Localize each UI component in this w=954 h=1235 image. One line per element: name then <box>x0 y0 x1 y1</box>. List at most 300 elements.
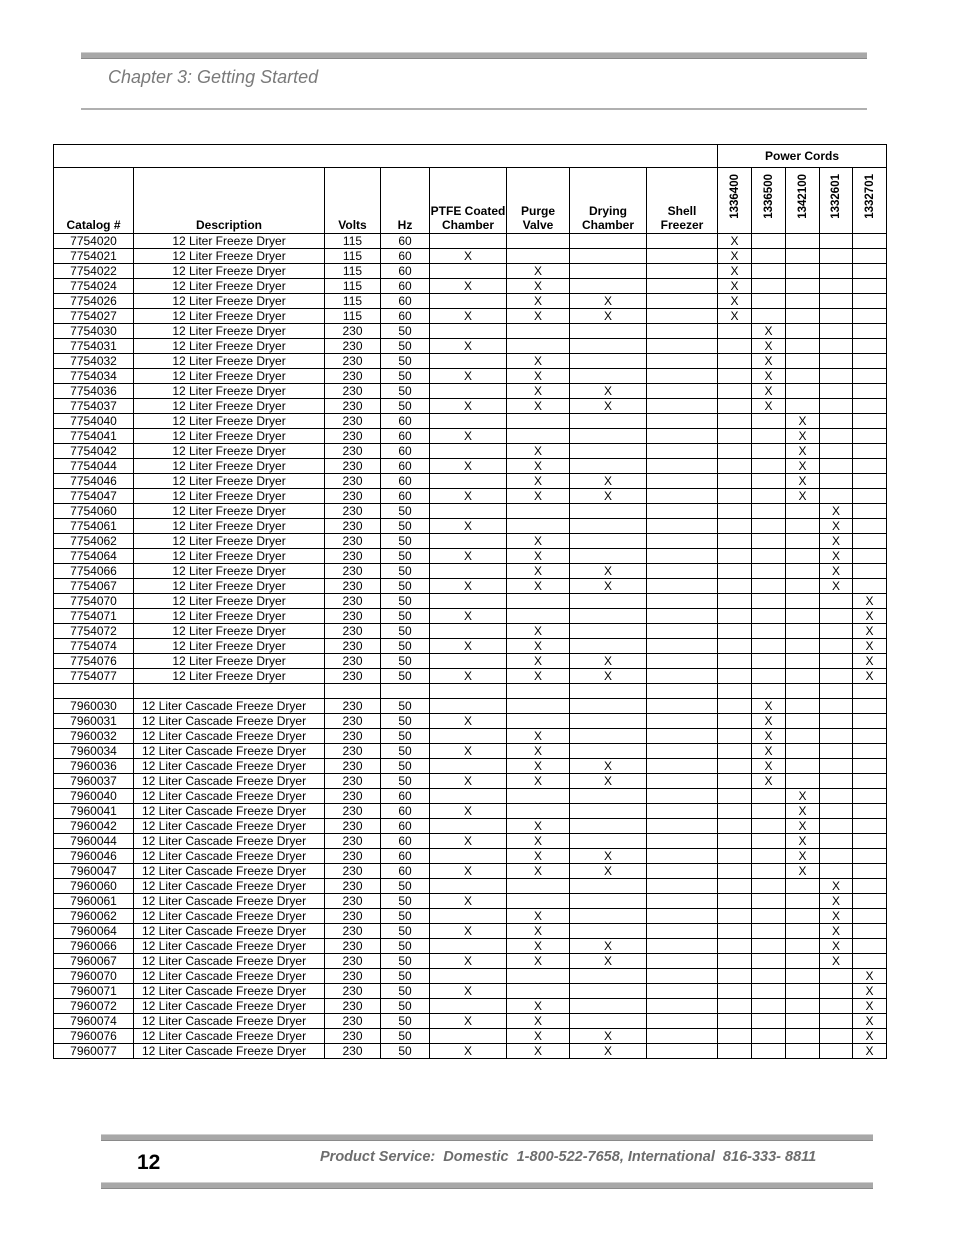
cell-hz: 50 <box>381 1014 430 1029</box>
cell-volts: 230 <box>325 624 381 639</box>
cell-hz: 50 <box>381 654 430 669</box>
cell-cord-1332601: X <box>820 939 853 954</box>
cell-cord-1332701 <box>853 789 887 804</box>
cell-ptfe-coated-chamber: X <box>430 399 507 414</box>
cell-cord-1342100 <box>786 624 820 639</box>
cell-cord-1336400 <box>718 1014 752 1029</box>
cell-cord-1332701 <box>853 774 887 789</box>
cell-cord-1342100 <box>786 399 820 414</box>
cell-cord-1332601 <box>820 744 853 759</box>
cell-cord-1342100 <box>786 309 820 324</box>
cell-description: 12 Liter Freeze Dryer <box>134 309 325 324</box>
cell-hz: 60 <box>381 789 430 804</box>
cell-catalog: 7754072 <box>54 624 134 639</box>
cell-hz: 50 <box>381 384 430 399</box>
cell-volts: 230 <box>325 984 381 999</box>
cell-cord-1332701: X <box>853 984 887 999</box>
cell-description: 12 Liter Freeze Dryer <box>134 504 325 519</box>
cell-cord-1336500 <box>752 939 786 954</box>
cell-catalog: 7754071 <box>54 609 134 624</box>
cell-cord-1336400 <box>718 549 752 564</box>
cell-cord-1336400 <box>718 384 752 399</box>
cell-cord-1332601: X <box>820 504 853 519</box>
cell-shell-freezer <box>647 699 718 714</box>
cell-ptfe-coated-chamber: X <box>430 519 507 534</box>
cell-catalog: 7960030 <box>54 699 134 714</box>
cell-cord-1336500: X <box>752 699 786 714</box>
cell-drying-chamber <box>570 834 647 849</box>
cell-cord-1336400 <box>718 849 752 864</box>
cell-volts: 230 <box>325 759 381 774</box>
cell-ptfe-coated-chamber <box>430 474 507 489</box>
table-row <box>54 1044 887 1059</box>
cell-cord-1342100 <box>786 354 820 369</box>
cell-ptfe-coated-chamber: X <box>430 774 507 789</box>
cell-cord-1332701 <box>853 954 887 969</box>
table-row <box>54 669 887 684</box>
footer-rule-top <box>101 1134 873 1141</box>
cell-cord-1336400 <box>718 624 752 639</box>
cell-drying-chamber <box>570 714 647 729</box>
cell-volts: 230 <box>325 969 381 984</box>
cell-cord-1336500 <box>752 999 786 1014</box>
cell-ptfe-coated-chamber <box>430 654 507 669</box>
cell-cord-1332701 <box>853 504 887 519</box>
cell-cord-1332601 <box>820 489 853 504</box>
cell-hz: 50 <box>381 549 430 564</box>
cell-drying-chamber: X <box>570 384 647 399</box>
cell-cord-1342100 <box>786 714 820 729</box>
cell-drying-chamber <box>570 639 647 654</box>
cell-shell-freezer <box>647 804 718 819</box>
cell-drying-chamber <box>570 924 647 939</box>
cell-description: 12 Liter Freeze Dryer <box>134 234 325 249</box>
cell-hz: 60 <box>381 294 430 309</box>
cell-catalog: 7960037 <box>54 774 134 789</box>
table-row <box>54 234 887 249</box>
cell-shell-freezer <box>647 639 718 654</box>
cell-cord-1332601: X <box>820 879 853 894</box>
cell-cord-1332701: X <box>853 609 887 624</box>
cell-description: 12 Liter Freeze Dryer <box>134 339 325 354</box>
cell-purge-valve <box>507 879 570 894</box>
cell-purge-valve: X <box>507 729 570 744</box>
cell-cord-1332701: X <box>853 1044 887 1059</box>
cell-volts: 230 <box>325 384 381 399</box>
cell-hz: 50 <box>381 609 430 624</box>
cell-cord-1332601 <box>820 399 853 414</box>
cell-description: 12 Liter Cascade Freeze Dryer <box>134 954 325 969</box>
cell-volts: 230 <box>325 609 381 624</box>
table-row <box>54 399 887 414</box>
cell-volts: 230 <box>325 774 381 789</box>
cell-hz: 50 <box>381 699 430 714</box>
cell-cord-1332701 <box>853 759 887 774</box>
cell-cord-1342100: X <box>786 444 820 459</box>
cell-description <box>134 684 325 699</box>
cell-shell-freezer <box>647 1014 718 1029</box>
cell-cord-1332701 <box>853 459 887 474</box>
cell-cord-1332701 <box>853 399 887 414</box>
cell-shell-freezer <box>647 579 718 594</box>
cell-shell-freezer <box>647 684 718 699</box>
cell-hz: 50 <box>381 669 430 684</box>
cell-catalog: 7754066 <box>54 564 134 579</box>
cell-cord-1342100: X <box>786 459 820 474</box>
cell-drying-chamber <box>570 969 647 984</box>
cell-cord-1336500 <box>752 1029 786 1044</box>
cell-cord-1336400 <box>718 1044 752 1059</box>
table-row <box>54 489 887 504</box>
cell-description: 12 Liter Freeze Dryer <box>134 474 325 489</box>
cell-catalog: 7960031 <box>54 714 134 729</box>
cell-drying-chamber: X <box>570 399 647 414</box>
cell-purge-valve: X <box>507 279 570 294</box>
cell-catalog: 7960040 <box>54 789 134 804</box>
cell-volts: 230 <box>325 894 381 909</box>
cell-cord-1336400 <box>718 774 752 789</box>
cell-catalog <box>54 684 134 699</box>
cell-cord-1342100 <box>786 264 820 279</box>
cell-cord-1336500 <box>752 609 786 624</box>
cell-volts: 230 <box>325 534 381 549</box>
cell-hz: 50 <box>381 594 430 609</box>
cell-ptfe-coated-chamber: X <box>430 549 507 564</box>
cell-description: 12 Liter Cascade Freeze Dryer <box>134 924 325 939</box>
cell-catalog: 7754067 <box>54 579 134 594</box>
cell-catalog: 7960032 <box>54 729 134 744</box>
cell-hz: 50 <box>381 984 430 999</box>
cell-shell-freezer <box>647 414 718 429</box>
cell-cord-1336400: X <box>718 294 752 309</box>
cell-cord-1336500 <box>752 1044 786 1059</box>
cell-volts: 230 <box>325 1014 381 1029</box>
cell-cord-1332701 <box>853 699 887 714</box>
cell-ptfe-coated-chamber <box>430 969 507 984</box>
cell-description: 12 Liter Freeze Dryer <box>134 399 325 414</box>
cell-hz: 50 <box>381 1029 430 1044</box>
cell-cord-1332601 <box>820 294 853 309</box>
cell-drying-chamber <box>570 234 647 249</box>
cell-drying-chamber: X <box>570 1029 647 1044</box>
cell-cord-1342100 <box>786 759 820 774</box>
cell-catalog: 7754021 <box>54 249 134 264</box>
cell-volts: 230 <box>325 564 381 579</box>
cell-volts: 230 <box>325 789 381 804</box>
cell-shell-freezer <box>647 444 718 459</box>
cell-volts: 115 <box>325 264 381 279</box>
cell-description: 12 Liter Freeze Dryer <box>134 249 325 264</box>
cell-cord-1332601 <box>820 474 853 489</box>
cell-shell-freezer <box>647 504 718 519</box>
cell-cord-1336400 <box>718 864 752 879</box>
cell-cord-1336400 <box>718 459 752 474</box>
cell-ptfe-coated-chamber <box>430 1029 507 1044</box>
cell-purge-valve: X <box>507 474 570 489</box>
cell-ptfe-coated-chamber: X <box>430 669 507 684</box>
cell-purge-valve <box>507 504 570 519</box>
cell-volts: 230 <box>325 459 381 474</box>
cell-cord-1336400: X <box>718 234 752 249</box>
table-row <box>54 894 887 909</box>
cell-description: 12 Liter Cascade Freeze Dryer <box>134 804 325 819</box>
cell-ptfe-coated-chamber: X <box>430 924 507 939</box>
cell-drying-chamber <box>570 684 647 699</box>
cell-catalog: 7960060 <box>54 879 134 894</box>
cell-hz: 50 <box>381 729 430 744</box>
cell-shell-freezer <box>647 609 718 624</box>
cell-catalog: 7754044 <box>54 459 134 474</box>
cell-drying-chamber: X <box>570 774 647 789</box>
cell-catalog: 7960034 <box>54 744 134 759</box>
table-blank-header <box>54 145 718 168</box>
cell-ptfe-coated-chamber <box>430 879 507 894</box>
cell-purge-valve: X <box>507 744 570 759</box>
cell-cord-1336400 <box>718 699 752 714</box>
footer-rule-bottom <box>101 1182 873 1189</box>
table-row <box>54 564 887 579</box>
cell-catalog: 7754061 <box>54 519 134 534</box>
cell-drying-chamber <box>570 429 647 444</box>
cell-description: 12 Liter Cascade Freeze Dryer <box>134 729 325 744</box>
table-row <box>54 909 887 924</box>
table-row <box>54 939 887 954</box>
cell-ptfe-coated-chamber <box>430 234 507 249</box>
cell-shell-freezer <box>647 399 718 414</box>
cell-cord-1336400 <box>718 579 752 594</box>
cell-cord-1332701 <box>853 549 887 564</box>
cell-drying-chamber <box>570 894 647 909</box>
cell-volts: 230 <box>325 594 381 609</box>
cell-purge-valve: X <box>507 654 570 669</box>
column-header-label: 1332601 <box>830 174 842 219</box>
cell-drying-chamber <box>570 249 647 264</box>
cell-cord-1332601: X <box>820 894 853 909</box>
cell-cord-1332601 <box>820 1014 853 1029</box>
table-row <box>54 819 887 834</box>
cell-description: 12 Liter Freeze Dryer <box>134 549 325 564</box>
cell-cord-1336500 <box>752 249 786 264</box>
cell-shell-freezer <box>647 519 718 534</box>
cell-description: 12 Liter Cascade Freeze Dryer <box>134 834 325 849</box>
cell-cord-1342100 <box>786 894 820 909</box>
cell-cord-1342100 <box>786 1014 820 1029</box>
cell-cord-1342100 <box>786 519 820 534</box>
cell-cord-1336400: X <box>718 249 752 264</box>
cell-cord-1336500: X <box>752 759 786 774</box>
cell-cord-1332601 <box>820 864 853 879</box>
cell-cord-1336500 <box>752 669 786 684</box>
cell-ptfe-coated-chamber <box>430 684 507 699</box>
cell-cord-1336400 <box>718 789 752 804</box>
cell-shell-freezer <box>647 969 718 984</box>
cell-hz: 60 <box>381 819 430 834</box>
cell-cord-1342100: X <box>786 834 820 849</box>
cell-cord-1336500 <box>752 429 786 444</box>
cell-description: 12 Liter Freeze Dryer <box>134 324 325 339</box>
cell-cord-1336500 <box>752 1014 786 1029</box>
cell-cord-1336400 <box>718 744 752 759</box>
cell-ptfe-coated-chamber: X <box>430 339 507 354</box>
cell-catalog: 7960061 <box>54 894 134 909</box>
cell-cord-1332601 <box>820 444 853 459</box>
cell-cord-1332601 <box>820 279 853 294</box>
cell-catalog: 7754032 <box>54 354 134 369</box>
cell-cord-1332701 <box>853 894 887 909</box>
cell-volts: 230 <box>325 504 381 519</box>
cell-cord-1336400 <box>718 324 752 339</box>
cell-description: 12 Liter Freeze Dryer <box>134 654 325 669</box>
cell-cord-1332601 <box>820 834 853 849</box>
cell-shell-freezer <box>647 924 718 939</box>
cell-cord-1342100 <box>786 984 820 999</box>
cell-volts: 230 <box>325 729 381 744</box>
cell-ptfe-coated-chamber: X <box>430 984 507 999</box>
cell-volts: 230 <box>325 849 381 864</box>
cell-drying-chamber <box>570 549 647 564</box>
cell-ptfe-coated-chamber: X <box>430 579 507 594</box>
cell-volts: 230 <box>325 804 381 819</box>
cell-cord-1332701 <box>853 879 887 894</box>
cell-cord-1336400 <box>718 534 752 549</box>
cell-hz: 50 <box>381 909 430 924</box>
cell-cord-1336400 <box>718 729 752 744</box>
cell-cord-1342100: X <box>786 804 820 819</box>
cell-catalog: 7754020 <box>54 234 134 249</box>
cell-ptfe-coated-chamber: X <box>430 1044 507 1059</box>
cell-hz: 50 <box>381 714 430 729</box>
table-row <box>54 954 887 969</box>
cell-cord-1336400 <box>718 879 752 894</box>
cell-purge-valve: X <box>507 1044 570 1059</box>
cell-volts: 115 <box>325 234 381 249</box>
cell-cord-1332601: X <box>820 564 853 579</box>
cell-hz: 50 <box>381 564 430 579</box>
cell-description: 12 Liter Cascade Freeze Dryer <box>134 939 325 954</box>
cell-shell-freezer <box>647 324 718 339</box>
cell-catalog: 7754077 <box>54 669 134 684</box>
cell-drying-chamber: X <box>570 294 647 309</box>
cell-drying-chamber <box>570 729 647 744</box>
cell-hz: 50 <box>381 969 430 984</box>
cell-cord-1342100 <box>786 384 820 399</box>
cell-drying-chamber: X <box>570 759 647 774</box>
cell-cord-1332601 <box>820 369 853 384</box>
cell-cord-1336400 <box>718 819 752 834</box>
column-header-cord-1336500 <box>752 168 786 234</box>
cell-drying-chamber: X <box>570 849 647 864</box>
cell-cord-1332601 <box>820 804 853 819</box>
cell-drying-chamber: X <box>570 579 647 594</box>
cell-catalog: 7960076 <box>54 1029 134 1044</box>
cell-shell-freezer <box>647 339 718 354</box>
cell-cord-1332601: X <box>820 549 853 564</box>
column-header-label: 1342100 <box>796 174 809 219</box>
cell-volts: 230 <box>325 699 381 714</box>
cell-cord-1336500 <box>752 489 786 504</box>
cell-cord-1332601 <box>820 774 853 789</box>
cell-hz: 60 <box>381 444 430 459</box>
cell-cord-1336400: X <box>718 309 752 324</box>
cell-cord-1336500: X <box>752 774 786 789</box>
cell-purge-valve <box>507 894 570 909</box>
cell-cord-1336500: X <box>752 399 786 414</box>
cell-shell-freezer <box>647 384 718 399</box>
cell-shell-freezer <box>647 774 718 789</box>
cell-shell-freezer <box>647 834 718 849</box>
cell-drying-chamber <box>570 264 647 279</box>
cell-cord-1332701 <box>853 279 887 294</box>
cell-catalog: 7960066 <box>54 939 134 954</box>
cell-volts: 230 <box>325 834 381 849</box>
cell-cord-1336400: X <box>718 279 752 294</box>
cell-cord-1332601: X <box>820 534 853 549</box>
cell-description: 12 Liter Freeze Dryer <box>134 354 325 369</box>
cell-cord-1336500 <box>752 234 786 249</box>
cell-shell-freezer <box>647 789 718 804</box>
cell-description: 12 Liter Cascade Freeze Dryer <box>134 984 325 999</box>
cell-cord-1332701 <box>853 939 887 954</box>
cell-description: 12 Liter Cascade Freeze Dryer <box>134 699 325 714</box>
cell-cord-1336400 <box>718 939 752 954</box>
cell-volts <box>325 684 381 699</box>
cell-cord-1336500 <box>752 879 786 894</box>
cell-ptfe-coated-chamber <box>430 849 507 864</box>
cell-catalog: 7754062 <box>54 534 134 549</box>
cell-shell-freezer <box>647 294 718 309</box>
cell-description: 12 Liter Freeze Dryer <box>134 579 325 594</box>
cell-cord-1336400 <box>718 504 752 519</box>
cell-cord-1342100 <box>786 279 820 294</box>
cell-volts: 230 <box>325 954 381 969</box>
cell-cord-1332701 <box>853 264 887 279</box>
cell-drying-chamber <box>570 999 647 1014</box>
cell-purge-valve: X <box>507 489 570 504</box>
cell-cord-1332701 <box>853 294 887 309</box>
cell-purge-valve <box>507 324 570 339</box>
cell-cord-1342100 <box>786 729 820 744</box>
cell-hz: 50 <box>381 534 430 549</box>
cell-shell-freezer <box>647 1029 718 1044</box>
cell-hz: 50 <box>381 879 430 894</box>
cell-purge-valve: X <box>507 384 570 399</box>
cell-cord-1336500 <box>752 654 786 669</box>
cell-cord-1342100 <box>786 294 820 309</box>
cell-cord-1342100 <box>786 339 820 354</box>
cell-drying-chamber <box>570 699 647 714</box>
cell-cord-1336500 <box>752 624 786 639</box>
column-header-shell-freezer: Shell Freezer <box>647 168 718 234</box>
cell-purge-valve <box>507 684 570 699</box>
cell-drying-chamber <box>570 504 647 519</box>
cell-description: 12 Liter Cascade Freeze Dryer <box>134 894 325 909</box>
column-header-cord-1332601 <box>820 168 853 234</box>
cell-cord-1332701 <box>853 534 887 549</box>
cell-shell-freezer <box>647 894 718 909</box>
cell-purge-valve <box>507 519 570 534</box>
cell-cord-1336400 <box>718 489 752 504</box>
cell-purge-valve: X <box>507 564 570 579</box>
cell-ptfe-coated-chamber: X <box>430 864 507 879</box>
cell-ptfe-coated-chamber: X <box>430 429 507 444</box>
cell-cord-1336500: X <box>752 369 786 384</box>
column-header-catalog: Catalog # <box>54 168 134 234</box>
table-row <box>54 1029 887 1044</box>
cell-cord-1332701: X <box>853 624 887 639</box>
cell-purge-valve <box>507 804 570 819</box>
cell-cord-1342100: X <box>786 864 820 879</box>
cell-cord-1336500 <box>752 264 786 279</box>
